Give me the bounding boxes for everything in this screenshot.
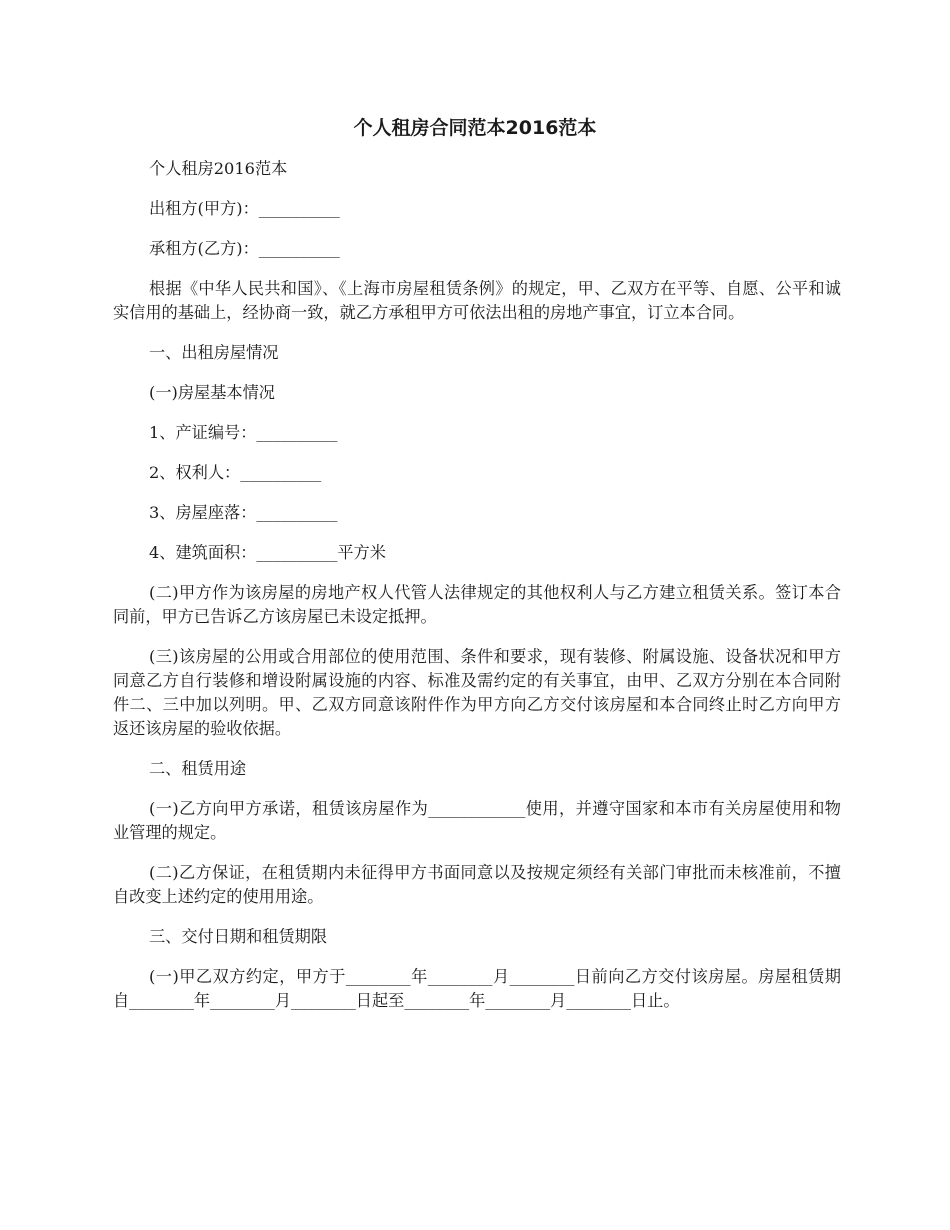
- paragraph-lessee: 承租方(乙方)：__________: [149, 239, 340, 258]
- clause-3-1: (一)甲乙双方约定，甲方于________年________月________日前向乙方交付该房屋。房屋租赁期自________年________月________日起至________年________月________日止。: [113, 967, 841, 1010]
- clause-2-1: (一)乙方向甲方承诺，租赁该房屋作为____________使用，并遵守国家和本市有关房屋使用和物业管理的规定。: [113, 799, 841, 842]
- paragraph-subtitle: 个人租房2016范本: [149, 159, 288, 178]
- clause-floor-area: 4、建筑面积：__________平方米: [149, 543, 386, 562]
- clause-location: 3、房屋座落：__________: [149, 503, 338, 522]
- clause-rights-holder: 2、权利人：__________: [149, 463, 322, 482]
- clause-1-3: (三)该房屋的公用或合用部位的使用范围、条件和要求，现有装修、附属设施、设备状况和甲方同意乙方自行装修和增设附属设施的内容、标准及需约定的有关事宜，由甲、乙双方分别在本合同附件二、三中加以列明。甲、乙双方同意该附件作为甲方向乙方交付该房屋和本合同终止时乙方向甲方返还该房屋的验收依据。: [113, 647, 841, 738]
- section-heading-1: 一、出租房屋情况: [149, 343, 279, 362]
- clause-certificate-number: 1、产证编号：__________: [149, 423, 338, 442]
- paragraph-lessor: 出租方(甲方)：__________: [149, 199, 340, 218]
- paragraph-preamble: 根据《中华人民共和国》、《上海市房屋租赁条例》的规定，甲、乙双方在平等、自愿、公平和诚实信用的基础上，经协商一致，就乙方承租甲方可依法出租的房地产事宜，订立本合同。: [113, 279, 841, 322]
- clause-2-2: (二)乙方保证，在租赁期内未征得甲方书面同意以及按规定须经有关部门审批而未核准前，不擅自改变上述约定的使用用途。: [113, 863, 841, 906]
- section-heading-2: 二、租赁用途: [149, 759, 247, 778]
- document-title: 个人租房合同范本2016范本: [353, 117, 597, 139]
- clause-1-2: (二)甲方作为该房屋的房地产权人代管人法律规定的其他权利人与乙方建立租赁关系。签订本合同前，甲方已告诉乙方该房屋已未设定抵押。: [113, 583, 841, 626]
- subsection-heading-1-1: (一)房屋基本情况: [149, 383, 275, 402]
- document-body: [113, 157, 841, 1029]
- section-heading-3: 三、交付日期和租赁期限: [149, 927, 328, 946]
